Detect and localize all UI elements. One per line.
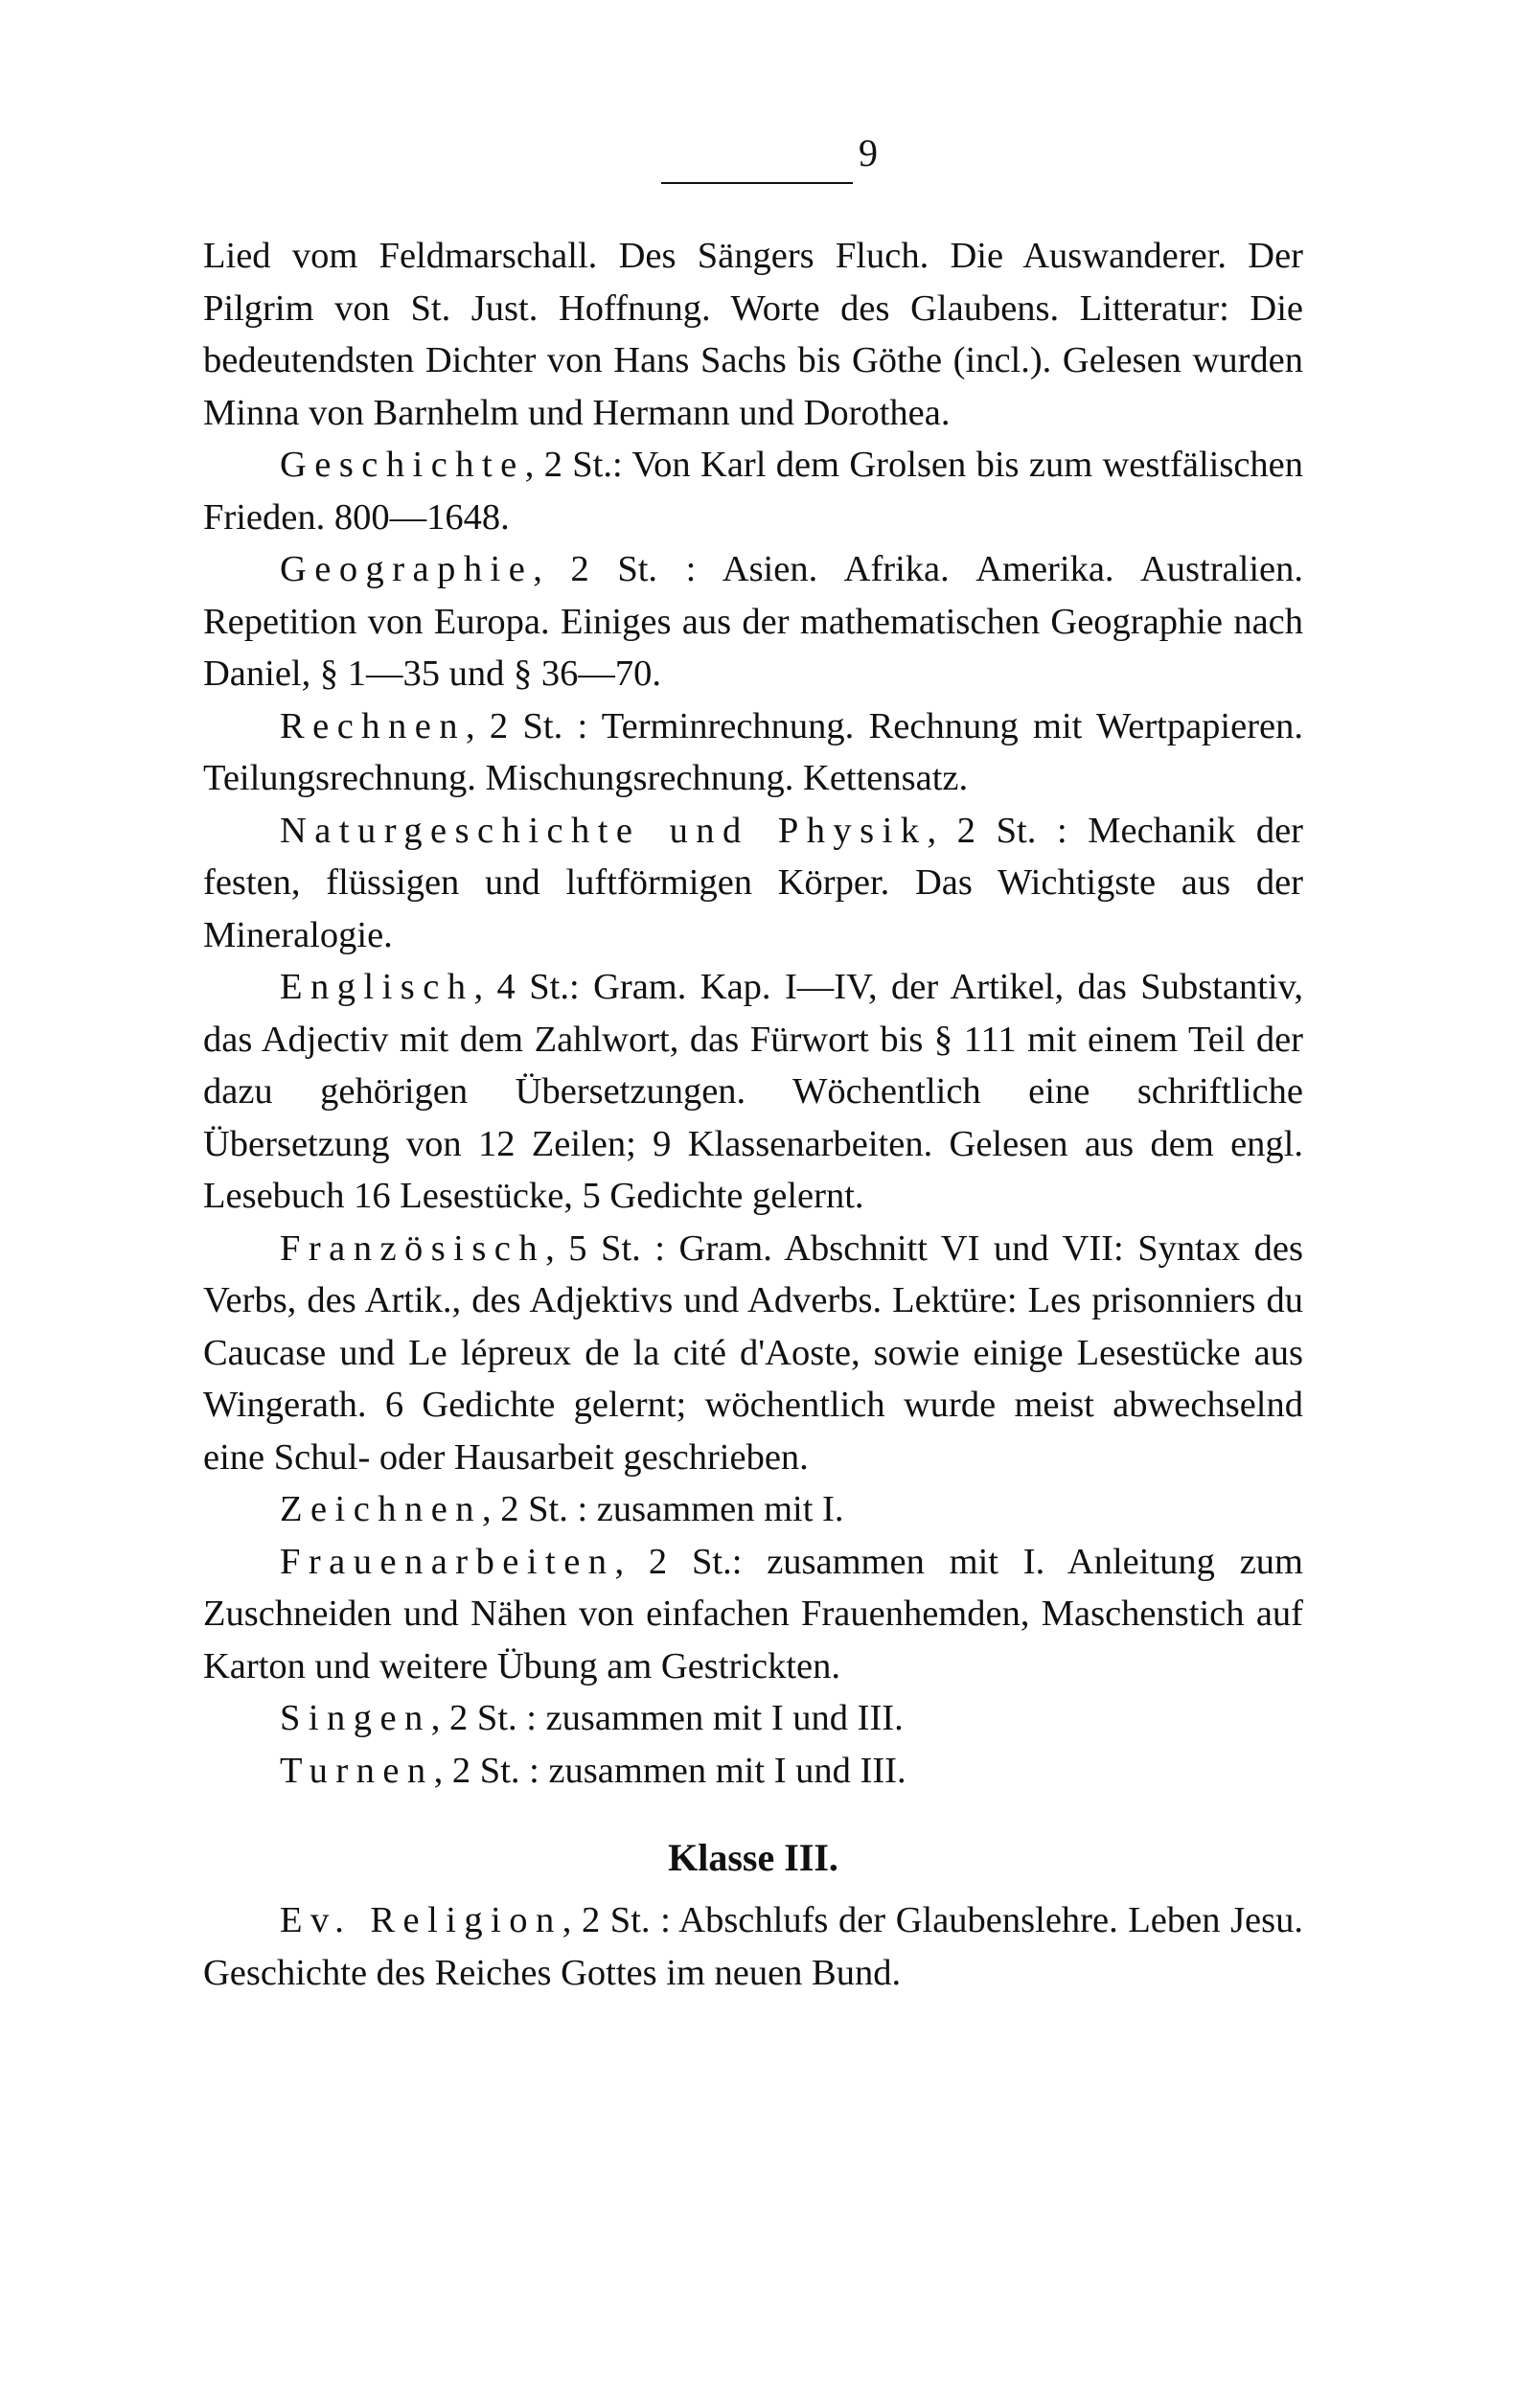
subject-name: Rechnen — [280, 705, 466, 746]
page-number-rule — [661, 182, 853, 184]
subject-franzoesisch — [203, 1223, 1303, 1484]
subject-text: , 5 St. : Gram. Abschnitt VI und VII: Syntax des Verbs, des Artik., des Adjektivs und Adverbs. Lektüre: Les prisonniers du Caucase und Le lépreux de la cité d'Aoste, sowie einige Lesestücke aus Wingerath. 6 Gedichte gelernt; wöchentlich wurde meist abwechselnd eine Schul- oder Hausarbeit geschrieben. — [203, 1227, 1303, 1478]
subject-name: Frauenarbeiten — [280, 1541, 615, 1582]
subject-name: Französisch — [280, 1227, 546, 1269]
subject-name: Singen — [280, 1698, 431, 1738]
subject-name: Geschichte — [280, 445, 525, 485]
subject-name: Zeichnen — [280, 1489, 482, 1529]
subject-text: , 2 St. : Asien. Afrika. Amerika. Australien. Repetition von Europa. Einiges aus der mathematischen Geographie nach Daniel, § 1—35 und § 36—70. — [203, 549, 1303, 694]
subject-ev-religion — [203, 1894, 1303, 1999]
subject-singen — [203, 1692, 1303, 1745]
subject-name: Naturgeschichte und Physik — [280, 810, 928, 851]
subject-text: , 2 St. : Mechanik der festen, flüssigen und luftförmigen Körper. Das Wichtigste aus der Mineralogie. — [203, 810, 1303, 955]
subject-name: Turnen — [280, 1750, 434, 1791]
subject-text: , 2 St. : Abschlufs der Glaubenslehre. Leben Jesu. Geschichte des Reiches Gottes im neuen Bund. — [203, 1900, 1303, 1993]
subject-name: Englisch — [280, 967, 474, 1007]
subject-turnen — [203, 1745, 1303, 1798]
subject-englisch — [203, 961, 1303, 1223]
subject-text: , 4 St.: Gram. Kap. I—IV, der Artikel, das Substantiv, das Adjectiv mit dem Zahlwort, das Fürwort bis § 111 mit einem Teil der dazu gehörigen Übersetzungen. Wöchentlich eine schriftliche Übersetzung von 12 Zeilen; 9 Klassenarbeiten. Gelesen aus dem engl. Lesebuch 16 Lesestücke, 5 Gedichte gelernt. — [203, 967, 1303, 1216]
subject-text: , 2 St. : zusammen mit I und III. — [433, 1750, 906, 1791]
subject-frauenarbeiten — [203, 1536, 1303, 1693]
subject-rechnen — [203, 700, 1303, 805]
subject-name: Ev. Religion — [280, 1900, 562, 1940]
section-heading: Klasse III. — [668, 1836, 838, 1879]
subject-name: Geographie — [280, 549, 534, 589]
subject-text: , 2 St. : zusammen mit I und III. — [430, 1698, 904, 1738]
subject-geschichte — [203, 439, 1303, 543]
document-page — [203, 131, 1303, 1999]
subject-text: , 2 St. : zusammen mit I. — [482, 1489, 844, 1529]
intro-paragraph: Lied vom Feldmarschall. Des Sängers Fluch. Die Auswanderer. Der Pilgrim von St. Just. Hoffnung. Worte des Glaubens. Litteratur: Die bedeutendsten Dichter von Hans Sachs bis Göthe (incl.). Gelesen wurden Minna von Barnhelm und Hermann und Dorothea. — [203, 236, 1303, 433]
subject-text: , 2 St.: zusammen mit I. Anleitung zum Zuschneiden und Nähen von einfachen Frauenhemden, Maschenstich auf Karton und weitere Übung am Gestrickten. — [203, 1541, 1303, 1686]
page-number: 9 — [859, 131, 878, 174]
subject-text: , 2 St.: Von Karl dem Grolsen bis zum westfälischen Frieden. 800—1648. — [203, 445, 1303, 538]
subject-naturgeschichte — [203, 805, 1303, 962]
subject-text: , 2 St. : Terminrechnung. Rechnung mit Wertpapieren. Teilungsrechnung. Mischungsrechnung. Kettensatz. — [203, 705, 1303, 798]
subject-zeichnen — [203, 1483, 1303, 1536]
subject-geographie — [203, 543, 1303, 700]
